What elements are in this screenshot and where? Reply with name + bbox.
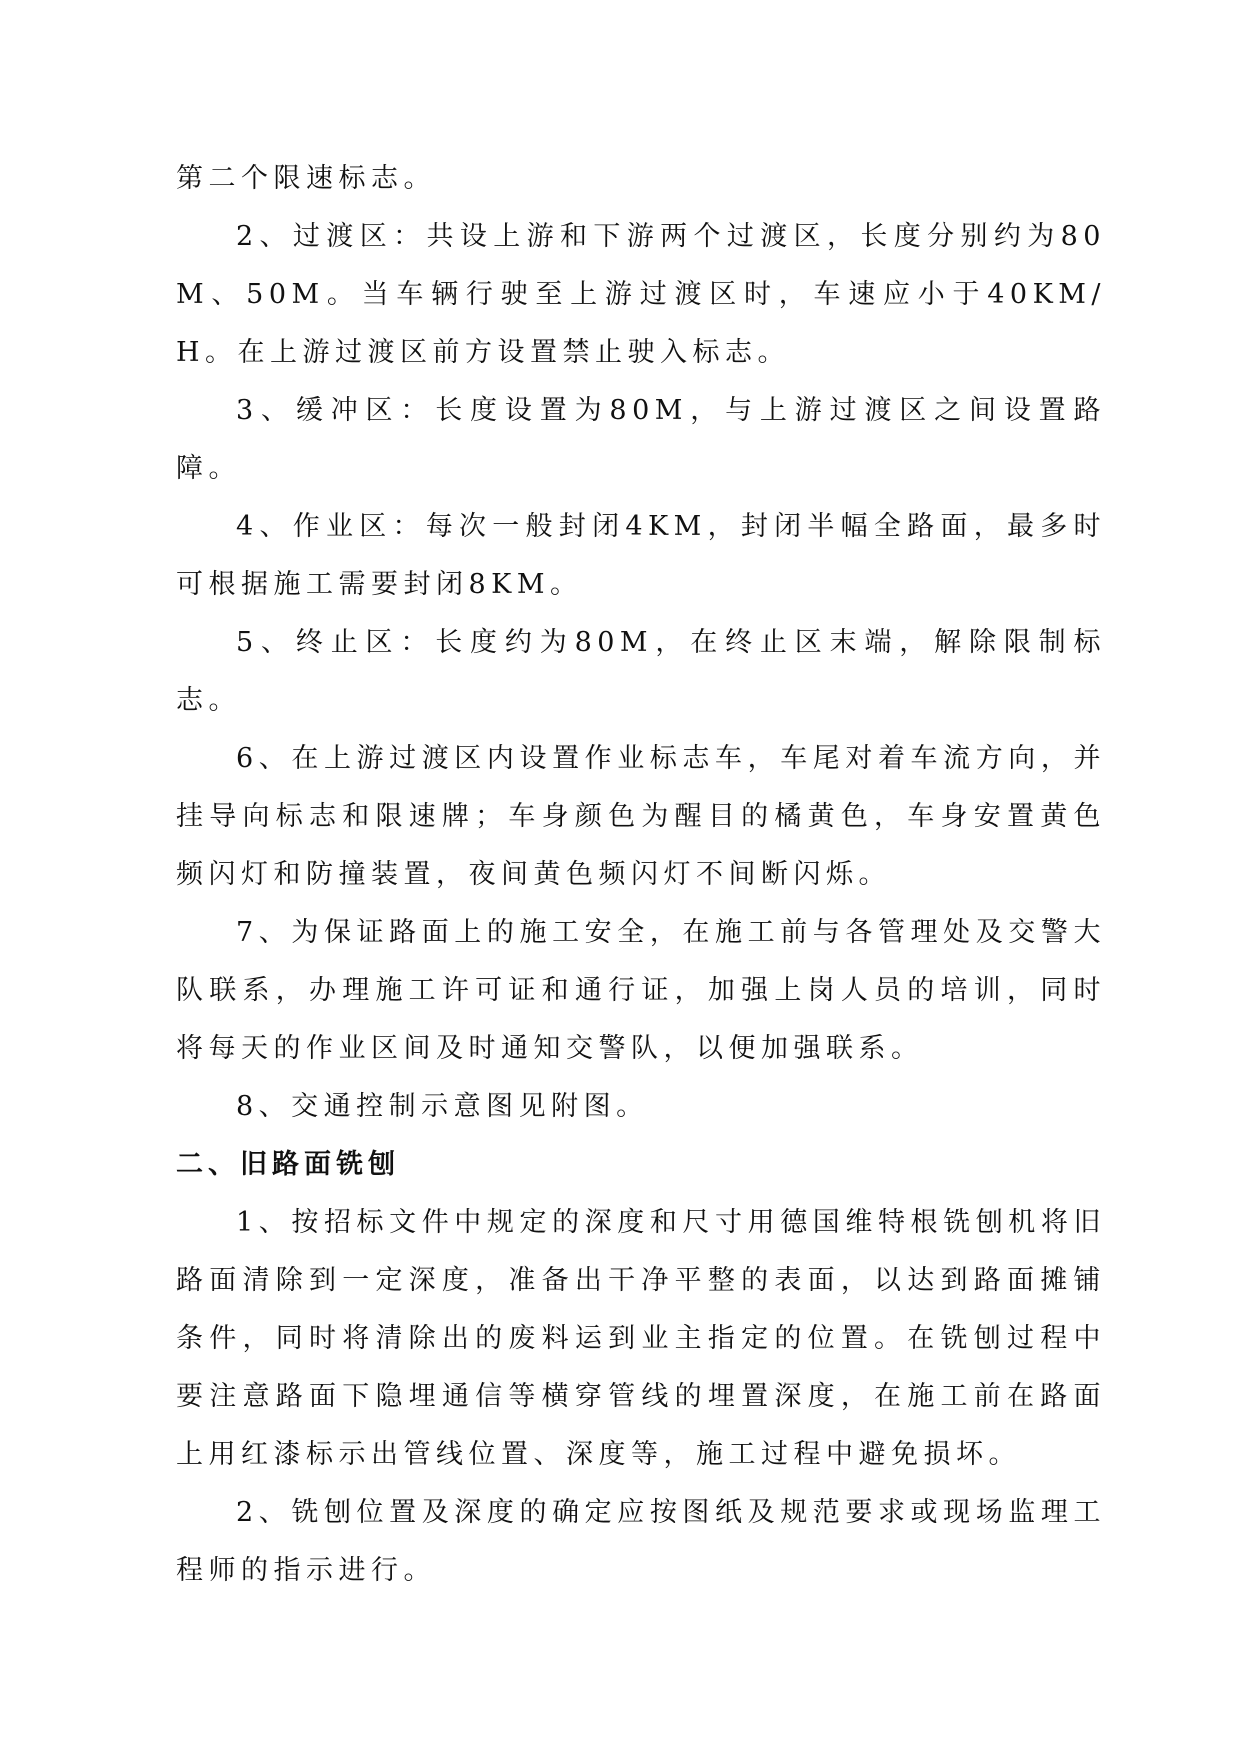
- paragraph-work-zone: 4、作业区：每次一般封闭4KM，封闭半幅全路面，最多时可根据施工需要封闭8KM。: [176, 511, 1106, 600]
- paragraph-warning-vehicle: 6、在上游过渡区内设置作业标志车，车尾对着车流方向，并挂导向标志和限速牌；车身颜色为醒目的橘黄色，车身安置黄色频闪灯和防撞装置，夜间黄色频闪灯不间断闪烁。: [176, 743, 1106, 890]
- paragraph-buffer-zone: 3、缓冲区：长度设置为80M，与上游过渡区之间设置路障。: [176, 395, 1106, 484]
- section-heading: 二、旧路面铣刨: [176, 1149, 400, 1180]
- paragraph-termination-zone: 5、终止区：长度约为80M，在终止区末端，解除限制标志。: [176, 627, 1106, 716]
- document-body: [176, 150, 1106, 1600]
- paragraph-transition-zone: 2、过渡区：共设上游和下游两个过渡区，长度分别约为80M、50M。当车辆行驶至上游过渡区时，车速应小于40KM/H。在上游过渡区前方设置禁止驶入标志。: [176, 221, 1106, 368]
- paragraph-continuation: 第二个限速标志。: [176, 163, 436, 194]
- paragraph-police-liaison: 7、为保证路面上的施工安全，在施工前与各管理处及交警大队联系，办理施工许可证和通行证，加强上岗人员的培训，同时将每天的作业区间及时通知交警队，以便加强联系。: [176, 917, 1106, 1064]
- paragraph-traffic-diagram: 8、交通控制示意图见附图。: [236, 1091, 649, 1122]
- paragraph-milling-method: 1、按招标文件中规定的深度和尺寸用德国维特根铣刨机将旧路面清除到一定深度，准备出干净平整的表面，以达到路面摊铺条件，同时将清除出的废料运到业主指定的位置。在铣刨过程中要注意路面下隐埋通信等横穿管线的埋置深度，在施工前在路面上用红漆标示出管线位置、深度等，施工过程中避免损坏。: [176, 1207, 1106, 1470]
- paragraph-milling-depth: 2、铣刨位置及深度的确定应按图纸及规范要求或现场监理工程师的指示进行。: [176, 1497, 1106, 1586]
